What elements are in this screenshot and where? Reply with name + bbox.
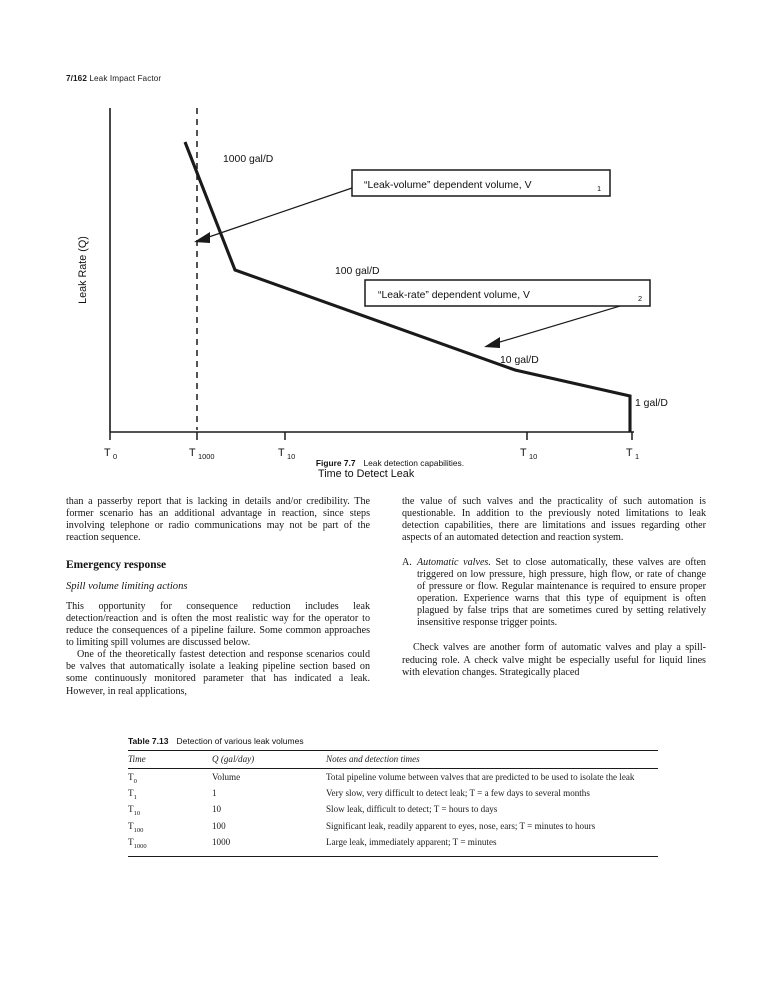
x-tick-0-sub: 0 — [113, 452, 118, 461]
rate-label-1000: 1000 gal/D — [223, 154, 274, 165]
running-head-title: Leak Impact Factor — [89, 74, 162, 83]
left-column — [66, 496, 370, 698]
x-tick-3-sub: 10 — [529, 452, 538, 461]
section-heading-emergency-response: Emergency response — [66, 559, 167, 572]
cell-time-sub: 0 — [133, 777, 137, 785]
x-tick-2-base: T — [278, 447, 285, 459]
table-body — [128, 768, 658, 856]
cell-time — [128, 804, 212, 820]
x-tick-3-base: T — [520, 447, 527, 459]
annotation-leak-volume-text: “Leak-volume” dependent volume, V — [364, 180, 532, 191]
cell-notes: Significant leak, readily apparent to eyes, nose, ears; T = minutes to hours — [326, 820, 596, 831]
x-tick-2-sub: 10 — [287, 452, 296, 461]
table-label: Table 7.13 — [128, 736, 169, 746]
left-continued-paragraph: than a passerby report that is lacking in details and/or credibility. The former scenario has an additional advantage in reaction, since steps involving telephone or radio communications may not be part of the reaction sequence. — [66, 496, 370, 544]
x-tick-4-sub: 1 — [635, 452, 640, 461]
list-item — [402, 557, 706, 629]
cell-time — [128, 836, 212, 855]
figure-caption-label: Figure 7.7 — [315, 458, 356, 468]
cell-notes: Total pipeline volume between valves that are predicted to be used to isolate the leak — [326, 772, 635, 783]
rate-label-100: 100 gal/D — [335, 266, 380, 277]
table-row — [128, 804, 658, 820]
list-item-lead: Automatic valves. — [417, 557, 491, 569]
right-paragraph-1: the value of such valves and the practicality of such automation is questionable. In addition to the previously noted limitations to leak detection capabilities, there are limitations and issues regarding other aspects of an automated detection and reaction system. — [402, 496, 706, 544]
cell-q: 1 — [212, 788, 217, 799]
cell-time-base: T — [128, 836, 134, 847]
x-axis-title: Time to Detect Leak — [318, 468, 415, 480]
figure-caption-text: Leak detection capabilities. — [363, 458, 465, 468]
annotation-leak-rate-subscript: 2 — [638, 294, 643, 303]
cell-time — [128, 788, 212, 804]
cell-time-sub: 100 — [133, 826, 144, 834]
list-item-text: Set to close automatically, these valves are often triggered on low pressure, high pressure, high flow, or rate of change of pressure or flow. Regular maintenance is required to ensure proper operation. Experience warns that this type of equipment is often plagued by false trips that are sometimes cured by setting relatively insensitive response trigger points. — [417, 557, 706, 629]
body-columns — [66, 496, 706, 721]
table-title — [128, 736, 658, 746]
rate-label-1: 1 gal/D — [635, 398, 668, 409]
x-tick-1-sub: 1000 — [198, 452, 215, 461]
running-head — [66, 74, 161, 83]
table-row — [128, 768, 658, 788]
leak-volume-table — [128, 750, 658, 856]
annotation-box-leak-rate — [365, 280, 650, 306]
cell-time-sub: 1 — [133, 794, 137, 802]
table-title-text: Detection of various leak volumes — [176, 736, 304, 746]
table-header — [128, 751, 658, 769]
column-header-q: Q (gal/day) — [212, 751, 326, 769]
cell-notes: Slow leak, difficult to detect; T = hours to days — [326, 804, 498, 815]
sub-heading-spill-volume: Spill volume limiting actions — [66, 581, 188, 593]
cell-time-base: T — [128, 804, 134, 815]
cell-time-sub: 1000 — [133, 842, 147, 850]
cell-time — [128, 768, 212, 788]
table-bottom-rule — [128, 856, 658, 857]
annotation-leak-rate-text: “Leak-rate” dependent volume, V — [378, 290, 530, 301]
cell-q: 10 — [212, 804, 222, 815]
x-tick-1-base: T — [189, 447, 196, 459]
x-axis-ticks — [110, 432, 632, 440]
cell-time-base: T — [128, 820, 134, 831]
x-tick-4-base: T — [626, 447, 633, 459]
left-paragraph-1: This opportunity for consequence reduction includes leak detection/reaction and is often the most realistic way for the operator to reduce the consequences of a pipeline failure. Some common approaches to limiting spill volumes are discussed below. — [66, 601, 370, 649]
table-row — [128, 836, 658, 855]
right-paragraph-2: Check valves are another form of automatic valves and play a spill-reducing role. A check valve might be especially useful for liquid lines with elevation changes. Strategically placed — [402, 642, 706, 678]
cell-time-sub: 10 — [133, 810, 141, 818]
cell-q: 1000 — [212, 836, 231, 847]
cell-q: Volume — [212, 772, 241, 783]
list-item-marker: A. — [402, 557, 412, 569]
cell-time-base: T — [128, 788, 134, 799]
column-header-time: Time — [128, 751, 212, 769]
figure-caption — [60, 458, 720, 468]
table-row — [128, 820, 658, 836]
cell-notes: Large leak, immediately apparent; T = minutes — [326, 836, 497, 847]
figure-7-7 — [60, 100, 720, 480]
left-paragraph-2: One of the theoretically fastest detection and response scenarios could be valves that automatically isolate a leaking pipeline section based on some continuously monitored parameter that has indicated a leak. However, in real applications, — [66, 649, 370, 697]
cell-q: 100 — [212, 820, 226, 831]
annotation-leak-volume-subscript: 1 — [597, 184, 602, 193]
cell-notes: Very slow, very difficult to detect leak; T = a few days to several months — [326, 788, 590, 799]
cell-time — [128, 820, 212, 836]
annotation-box-leak-volume — [352, 170, 610, 196]
table-7-13 — [128, 736, 658, 857]
right-column — [402, 496, 706, 679]
x-tick-0-base: T — [104, 447, 111, 459]
table-header-row — [128, 751, 658, 769]
page-folio: 7/162 — [66, 74, 87, 83]
cell-time-base: T — [128, 772, 134, 783]
leak-volume-callout-arrow — [194, 188, 352, 243]
y-axis-title: Leak Rate (Q) — [77, 236, 89, 304]
rate-label-10: 10 gal/D — [500, 355, 539, 366]
column-header-notes: Notes and detection times — [326, 751, 658, 769]
table-row — [128, 788, 658, 804]
